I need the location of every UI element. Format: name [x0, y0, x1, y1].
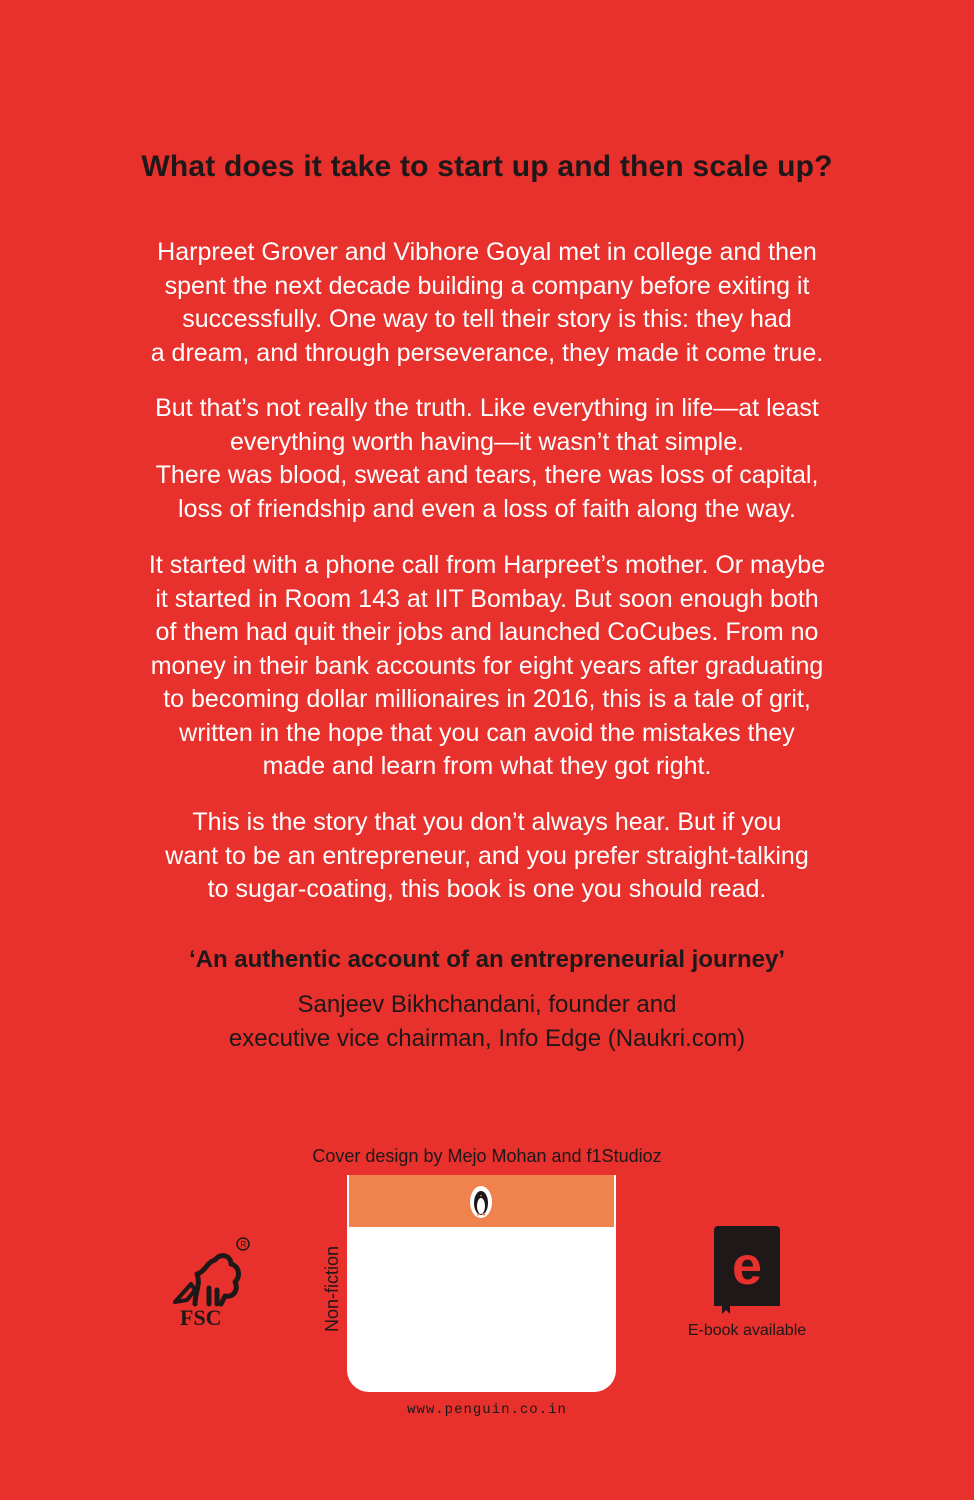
attribution-line: Sanjeev Bikhchandani, founder and — [297, 991, 677, 1018]
ebook-icon — [712, 1224, 782, 1316]
paragraph-2 — [100, 392, 874, 526]
paragraph-line: Harpreet Grover and Vibhore Goyal met in college and then — [157, 238, 817, 266]
paragraph-line: This is the story that you don’t always hear. But if you — [192, 808, 782, 836]
genre-label: Non-fiction — [322, 1245, 342, 1332]
paragraph-line: want to be an entrepreneur, and you prefer straight-talking — [165, 841, 809, 870]
paragraph-line: a dream, and through perseverance, they made it come true. — [150, 338, 824, 367]
paragraph-line: successfully. One way to tell their story is this: they had — [182, 305, 792, 333]
paragraph-line: written in the hope that you can avoid the mistakes they — [179, 718, 795, 747]
paragraph-line: it started in Room 143 at IIT Bombay. But soon enough both — [155, 584, 819, 613]
paragraph-line: It started with a phone call from Harpreet’s mother. Or maybe — [148, 551, 826, 579]
fsc-label: FSC — [180, 1305, 222, 1330]
paragraph-line: everything worth having—it wasn’t that simple. — [229, 427, 745, 456]
ebook-label: E-book available — [687, 1322, 807, 1339]
paragraph-line: to becoming dollar millionaires in 2016, this is a tale of grit, — [163, 685, 811, 713]
paragraph-line: loss of friendship and even a loss of faith along the way. — [178, 494, 796, 523]
ebook-letter: e — [731, 1236, 763, 1296]
penguin-logo-icon — [469, 1185, 493, 1219]
paragraph-4 — [100, 806, 874, 907]
cover-credit: Cover design by Mejo Mohan and f1Studioz — [312, 1146, 662, 1166]
endorsement-quote: ‘An authentic account of an entrepreneurial journey’ — [188, 946, 786, 973]
paragraph-line: of them had quit their jobs and launched CoCubes. From no — [155, 618, 819, 646]
paragraph-line: There was blood, sweat and tears, there was loss of capital, — [155, 461, 819, 489]
paragraph-line: But that’s not really the truth. Like everything in life—at least — [155, 394, 819, 422]
paragraph-line: made and learn from what they got right. — [262, 752, 712, 780]
paragraph-line: money in their bank accounts for eight years after graduating — [150, 651, 824, 680]
headline: What does it take to start up and then scale up? — [141, 150, 833, 183]
label-header — [349, 1175, 614, 1227]
paragraph-line: spent the next decade building a company before exiting it — [164, 271, 810, 300]
barcode-label — [347, 1175, 616, 1392]
attribution-line: executive vice chairman, Info Edge (Naukri.com) — [228, 1025, 746, 1052]
endorsement-attribution — [0, 988, 974, 1056]
svg-text:R: R — [240, 1240, 247, 1249]
paragraph-1 — [100, 236, 874, 370]
paragraph-3 — [100, 549, 874, 784]
paragraph-line: to sugar-coating, this book is one you should read. — [207, 875, 767, 903]
website-url: www.penguin.co.in — [407, 1402, 567, 1418]
